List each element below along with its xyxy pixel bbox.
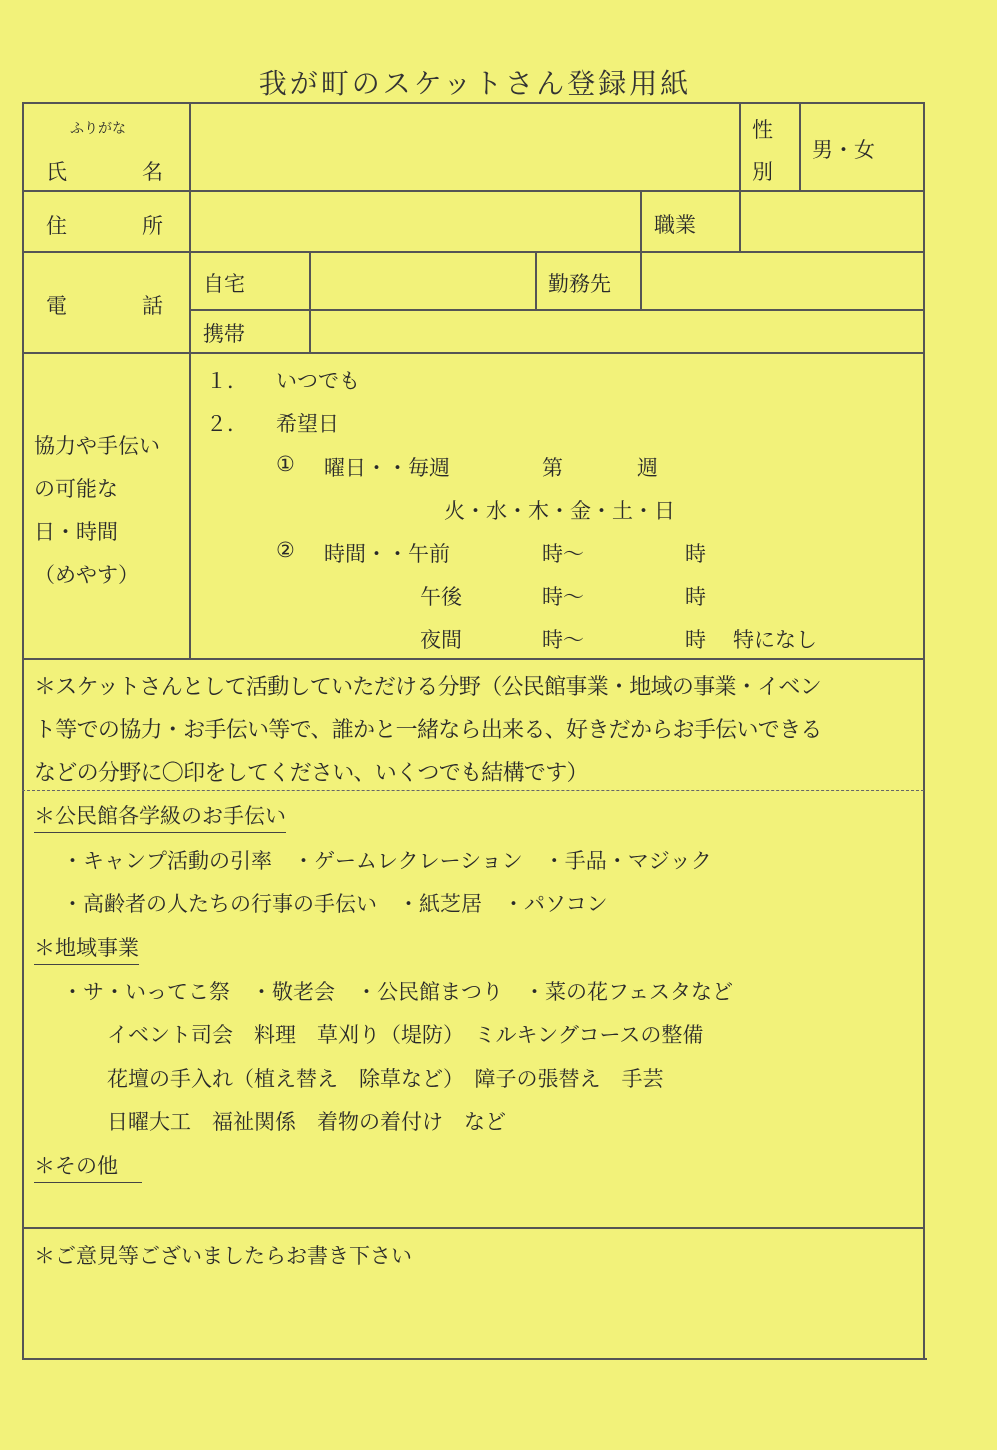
divider-gender-left — [739, 102, 741, 252]
furigana-label: ふりがな — [70, 121, 126, 137]
form-border-right — [923, 102, 925, 1359]
address-label-ju: 住 — [46, 214, 67, 238]
time-morning-label[interactable]: 時間・・午前 — [324, 542, 450, 566]
gender-label-betsu: 別 — [752, 160, 773, 184]
chiiki-options-line3[interactable]: 花壇の手入れ（植え替え 除草など） 障子の張替え 手芸 — [107, 1067, 664, 1091]
work-phone-label: 勤務先 — [548, 272, 611, 296]
weekday-options[interactable]: 火・水・木・金・土・日 — [444, 499, 675, 523]
divider-label-column — [189, 102, 191, 659]
availability-label-line1: 協力や手伝い — [34, 434, 160, 458]
fields-intro-line1: ＊スケットさんとして活動していただける分野（公民館事業・地域の事業・イベン — [34, 675, 822, 700]
form-border-left — [22, 102, 24, 1359]
chiiki-options-line4[interactable]: 日曜大工 福祉関係 着物の着付け など — [107, 1110, 506, 1134]
afternoon-to: 時 — [685, 585, 706, 609]
sub-option-2-mark: ② — [276, 538, 295, 562]
kominkan-options-line2[interactable]: ・高齢者の人たちの行事の手伝い ・紙芝居 ・パソコン — [62, 892, 608, 916]
fields-intro-line2: ト等での協力・お手伝い等で、誰かと一緒なら出来る、好きだからお手伝いできる — [34, 718, 822, 743]
work-phone-input[interactable] — [643, 253, 922, 308]
sub-option-1-mark: ① — [276, 452, 295, 476]
gender-options[interactable]: 男・女 — [812, 138, 875, 162]
divider-intro-sections — [22, 790, 924, 791]
week-ordinal-prefix: 第 — [542, 456, 563, 480]
no-preference-option[interactable]: 特になし — [733, 628, 817, 652]
occupation-label: 職業 — [654, 213, 696, 237]
divider-availability-fields — [22, 658, 924, 660]
night-to: 時 — [685, 628, 706, 652]
kominkan-options-line1[interactable]: ・キャンプ活動の引率 ・ゲームレクレーション ・手品・マジック — [62, 849, 712, 873]
afternoon-from: 時～ — [542, 585, 584, 609]
fields-intro-line3: などの分野に〇印をしてください、いくつでも結構です） — [34, 761, 588, 786]
divider-phone-availability — [22, 352, 924, 354]
other-heading: ＊その他 — [34, 1150, 142, 1183]
name-label-mei: 名 — [142, 160, 163, 184]
divider-sections-comments — [22, 1227, 924, 1229]
home-phone-input[interactable] — [312, 253, 533, 308]
morning-to: 時 — [685, 542, 706, 566]
week-ordinal-suffix: 週 — [637, 456, 658, 480]
address-input-area[interactable] — [192, 192, 638, 250]
home-phone-label: 自宅 — [203, 272, 245, 296]
option-anytime[interactable]: いつでも — [276, 369, 360, 393]
option-2-number: ２． — [206, 412, 248, 436]
divider-work-label — [535, 251, 537, 309]
phone-label-wa: 話 — [142, 294, 163, 318]
morning-from: 時～ — [542, 542, 584, 566]
comments-input-area[interactable] — [34, 1275, 914, 1353]
phone-label-den: 電 — [46, 294, 67, 318]
divider-occupation-left — [640, 190, 642, 309]
name-input-area[interactable] — [192, 104, 737, 189]
night-from: 時～ — [542, 628, 584, 652]
gender-label-sei: 性 — [752, 118, 773, 142]
weekday-every-week[interactable]: 曜日・・毎週 — [324, 456, 450, 480]
mobile-phone-label: 携帯 — [203, 322, 245, 346]
comments-label: ＊ご意見等ございましたらお書き下さい — [34, 1244, 412, 1268]
divider-gender-mid — [799, 102, 801, 191]
availability-label-line3: 日・時間 — [34, 520, 118, 544]
divider-home-value — [309, 251, 311, 353]
occupation-input-area[interactable] — [742, 192, 922, 250]
chiiki-options-line1[interactable]: ・サ・いってこ祭 ・敬老会 ・公民館まつり ・菜の花フェスタなど — [62, 980, 733, 1004]
option-preferred-day[interactable]: 希望日 — [276, 412, 339, 436]
option-1-number: １． — [206, 369, 248, 393]
time-afternoon-label[interactable]: 午後 — [420, 585, 462, 609]
form-border-bottom — [22, 1358, 927, 1360]
chiiki-heading: ＊地域事業 — [34, 932, 139, 965]
form-title: 我が町のスケットさん登録用紙 — [258, 67, 692, 100]
mobile-phone-input[interactable] — [312, 311, 922, 351]
kominkan-heading: ＊公民館各学級のお手伝い — [34, 800, 286, 833]
chiiki-options-line2[interactable]: イベント司会 料理 草刈り（堤防） ミルキングコースの整備 — [107, 1023, 704, 1047]
availability-label-line2: の可能な — [34, 477, 118, 501]
availability-label-line4: （めやす） — [34, 563, 139, 587]
address-label-sho: 所 — [142, 214, 163, 238]
time-night-label[interactable]: 夜間 — [420, 628, 462, 652]
other-input-area[interactable] — [34, 1185, 914, 1223]
name-label-shi: 氏 — [46, 160, 67, 184]
